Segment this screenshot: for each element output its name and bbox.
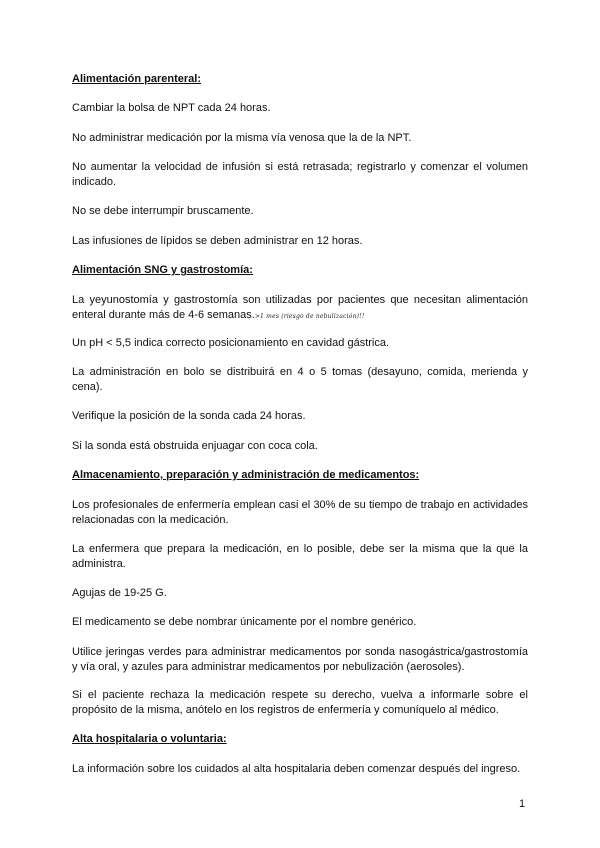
paragraph: Las infusiones de lípidos se deben administrar en 12 horas. [72, 235, 363, 247]
paragraph: La administración en bolo se distribuirá en 4 o 5 tomas (desayuno, comida, merienda y cena). [72, 366, 528, 393]
handwritten-note: >1 mes (riesgo de nebulización)!! [254, 313, 365, 320]
paragraph: No aumentar la velocidad de infusión si está retrasada; registrarlo y comenzar el volumen indicado. [72, 161, 528, 188]
paragraph: Si el paciente rechaza la medicación respete su derecho, vuelva a informarle sobre el propósito de la misma, anótelo en los registros de enfermería y comuníquelo al médico. [72, 689, 528, 716]
paragraph-text: La yeyunostomía y gastrostomía son utilizadas por pacientes que necesitan alimentación enteral durante más de 4-6 semanas. [72, 294, 528, 321]
heading-alta-hospitalaria: Alta hospitalaria o voluntaria: [72, 733, 227, 745]
paragraph: No administrar medicación por la misma vía venosa que la de la NPT. [72, 132, 412, 144]
paragraph: La enfermera que prepara la medicación, en lo posible, debe ser la misma que la que la administra. [72, 543, 528, 570]
paragraph: El medicamento se debe nombrar únicamente por el nombre genérico. [72, 616, 417, 628]
paragraph-with-note [72, 293, 528, 324]
page-number: 1 [519, 798, 526, 810]
paragraph: Utilice jeringas verdes para administrar medicamentos por sonda nasogástrica/gastrostomía y vía oral, y azules para administrar medicamentos por nebulización (aerosoles). [72, 646, 528, 673]
heading-alimentacion-sng: Alimentación SNG y gastrostomía: [72, 264, 253, 276]
paragraph: Si la sonda está obstruida enjuagar con coca cola. [72, 440, 318, 452]
heading-alimentacion-parenteral: Alimentación parenteral: [72, 73, 201, 85]
paragraph: Los profesionales de enfermería emplean casi el 30% de su tiempo de trabajo en actividades relacionadas con la medicación. [72, 499, 528, 526]
paragraph: Cambiar la bolsa de NPT cada 24 horas. [72, 102, 271, 114]
heading-medicamentos: Almacenamiento, preparación y administración de medicamentos: [72, 469, 420, 481]
paragraph: Verifique la posición de la sonda cada 24 horas. [72, 410, 306, 422]
paragraph: La información sobre los cuidados al alta hospitalaria deben comenzar después del ingreso. [72, 763, 521, 775]
paragraph: No se debe interrumpir bruscamente. [72, 205, 254, 217]
paragraph: Un pH < 5,5 indica correcto posicionamiento en cavidad gástrica. [72, 337, 390, 349]
paragraph: Agujas de 19-25 G. [72, 587, 167, 599]
